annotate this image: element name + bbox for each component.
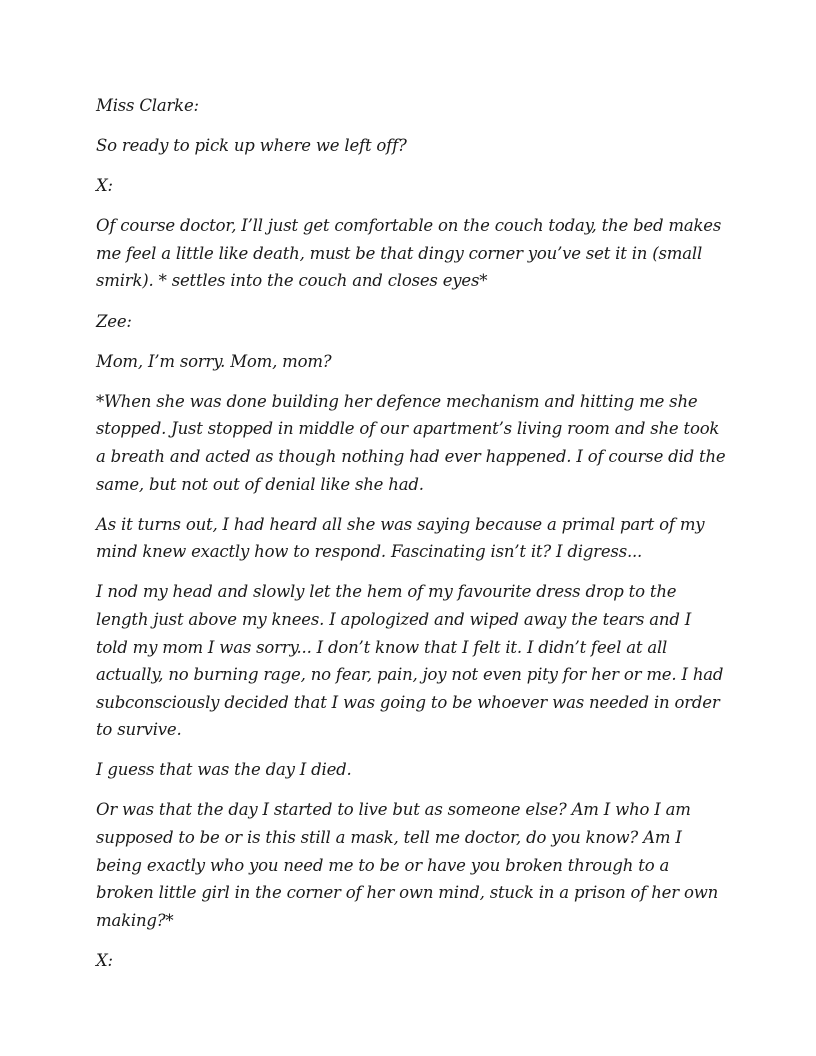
narrative-paragraph: I nod my head and slowly let the hem of my favourite dress drop to the length just above my knees. I apologized and wiped away the tears and I told my mom I was sorry... I don’t know that I felt it. I didn’t feel at all actually, no burning rage, no fear, pain, joy not even pity for her or me. I had subconsciously decided that I was going to be whoever was needed in order to survive. [96,582,724,740]
narrative-paragraph: As it turns out, I had heard all she was saying because a primal part of my mind knew exactly how to respond. Fascinating isn’t it? I digress... [96,514,705,562]
document-page [96,92,726,987]
dialogue-paragraph: Mom, I’m sorry. Mom, mom? [96,351,332,371]
narrative-paragraph: *When she was done building her defence mechanism and hitting me she stopped. Just stopped in middle of our apartment’s living room and she took a breath and acted as though nothing had ever happened. I of course did the same, but not out of denial like she had. [96,391,726,494]
speaker-label: X: [96,950,113,970]
speaker-label: Zee: [96,311,132,331]
narrative-paragraph: I guess that was the day I died. [96,760,352,780]
dialogue-paragraph: So ready to pick up where we left off? [96,136,407,156]
narrative-paragraph: Or was that the day I started to live but as someone else? Am I who I am supposed to be or is this still a mask, tell me doctor, do you know? Am I being exactly who you need me to be or have you broken through to a broken little girl in the corner of her own mind, stuck in a prison of her own making?* [96,800,719,930]
speaker-label: Miss Clarke: [96,96,199,115]
dialogue-paragraph: Of course doctor, I’ll just get comfortable on the couch today, the bed makes me feel a little like death, must be that dingy corner you’ve set it in (small smirk). * settles into the couch and closes eyes* [96,216,722,291]
speaker-label: X: [96,176,113,196]
